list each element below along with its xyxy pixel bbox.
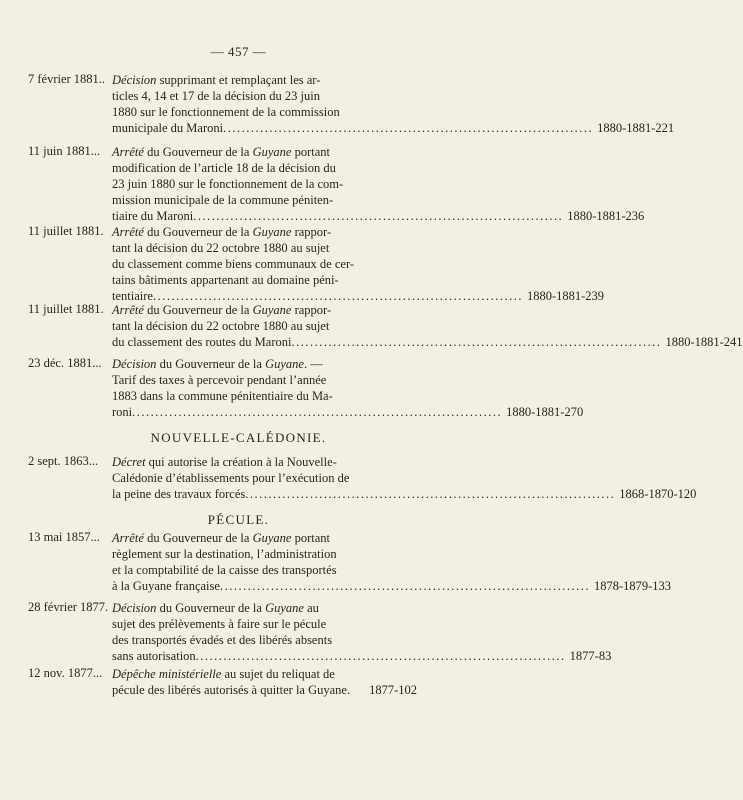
entry-line	[112, 404, 584, 420]
text-segment: portant	[291, 531, 331, 545]
entry-line	[112, 256, 417, 272]
entry-line	[112, 192, 417, 208]
entry-line	[112, 302, 417, 318]
entry-date: 13 mai 1857...	[28, 530, 100, 544]
dot-leader: ................................................................................	[195, 649, 566, 663]
text-segment: roni	[112, 405, 133, 419]
entry-line	[112, 120, 675, 136]
entry-line	[112, 616, 417, 632]
italic-term: Décision	[112, 73, 157, 87]
text-segment: à la Guyane française	[112, 579, 220, 593]
entry-line	[112, 470, 417, 486]
text-segment: et la comptabilité de la caisse des transportés	[112, 563, 337, 577]
entry-text	[112, 72, 675, 136]
entry-date: 11 juillet 1881.	[28, 302, 104, 316]
text-segment: municipale du Maroni	[112, 121, 224, 135]
text-segment: au sujet du reliquat de	[221, 667, 335, 681]
dot-leader: ................................................................................	[219, 579, 590, 593]
text-segment: modification de l’article 18 de la décision du	[112, 161, 336, 175]
reference-number: 1868-1870-120	[619, 487, 697, 501]
italic-term: Décision	[112, 357, 157, 371]
entry-date: 23 déc. 1881...	[28, 356, 102, 370]
entry-line	[112, 648, 612, 664]
text-segment: des transportés évadés et des libérés absents	[112, 633, 333, 647]
entry-date: 11 juin 1881...	[28, 144, 101, 158]
entry-text	[112, 224, 605, 304]
reference-number: 1880-1881-239	[526, 289, 605, 303]
text-segment: tains bâtiments appartenant au domaine péni-	[112, 273, 339, 287]
entry-text	[112, 454, 697, 502]
text-segment: 1883 dans la commune pénitentiaire du Ma-	[112, 389, 333, 403]
italic-term: Guyane	[252, 303, 292, 317]
entry-line	[112, 318, 417, 334]
entry-line	[112, 600, 417, 616]
text-segment: Tarif des taxes à percevoir pendant l’année	[112, 373, 327, 387]
reference-number: 1880-1881-221	[597, 121, 675, 135]
reference-number: 1878-1879-133	[593, 579, 672, 593]
entry-line	[112, 176, 417, 192]
page-number: — 457 —	[210, 44, 267, 59]
entry-line	[112, 88, 417, 104]
dot-leader: ................................................................................	[132, 405, 503, 419]
entry-text	[112, 144, 645, 224]
reference-number: 1880-1881-270	[506, 405, 584, 419]
entry-line	[112, 160, 417, 176]
entry-text	[112, 356, 584, 420]
entry-line	[112, 104, 417, 120]
text-segment: du Gouverneur de la	[156, 601, 266, 615]
entry-line	[112, 632, 417, 648]
reference-number: 1877-83	[569, 649, 612, 663]
text-segment: 23 juin 1880 sur le fonctionnement de la com-	[112, 177, 344, 191]
text-segment: rappor-	[291, 225, 332, 239]
entry-line	[112, 356, 417, 372]
text-segment: rappor-	[291, 303, 332, 317]
entry-line	[112, 546, 417, 562]
reference-number: 1880-1881-236	[567, 209, 645, 223]
entry-line	[112, 454, 417, 470]
reference-number: 1877-102	[369, 683, 417, 697]
text-segment: qui autorise la création à la Nouvelle-	[145, 455, 337, 469]
entry-text	[112, 530, 672, 594]
italic-term: Décret	[112, 455, 146, 469]
italic-term: Guyane	[252, 531, 292, 545]
text-segment: au	[303, 601, 319, 615]
italic-term: Guyane	[252, 225, 292, 239]
text-segment: du classement des routes du Maroni	[112, 335, 292, 349]
text-segment: du classement comme biens communaux de cer-	[112, 257, 355, 271]
section-heading: NOUVELLE-CALÉDONIE.	[150, 430, 327, 445]
entry-text	[112, 666, 417, 698]
entry-line	[112, 334, 743, 350]
entry-line	[112, 372, 417, 388]
entry-line	[112, 562, 417, 578]
italic-term: Arrêté	[112, 531, 144, 545]
dot-leader: ................................................................................	[291, 335, 662, 349]
entry-text	[112, 600, 612, 664]
text-segment: mission municipale de la commune péniten-	[112, 193, 334, 207]
entry-line	[112, 240, 417, 256]
entry-date: 11 juillet 1881.	[28, 224, 104, 238]
text-segment: du Gouverneur de la	[143, 145, 253, 159]
text-segment: tant la décision du 22 octobre 1880 au sujet	[112, 319, 330, 333]
dot-leader: ................................................................................	[245, 487, 616, 501]
text-segment: sujet des prélèvements à faire sur le pécule	[112, 617, 327, 631]
entry-line	[112, 486, 697, 502]
dot-leader: ................................................................................	[223, 121, 594, 135]
italic-term: Arrêté	[112, 145, 144, 159]
entry-date: 28 février 1877.	[28, 600, 109, 614]
text-segment: 1880 sur le fonctionnement de la commission	[112, 105, 340, 119]
text-segment: pécule des libérés autorisés à quitter la Guyane.	[112, 683, 351, 697]
italic-term: Décision	[112, 601, 157, 615]
italic-term: Guyane	[265, 357, 304, 371]
text-segment: Calédonie d’établissements pour l’exécution de	[112, 471, 350, 485]
text-segment: tant la décision du 22 octobre 1880 au sujet	[112, 241, 330, 255]
text-segment: supprimant et remplaçant les ar-	[156, 73, 321, 87]
dot-leader: ................................................................................	[152, 289, 523, 303]
entry-line	[112, 208, 645, 224]
text-segment: règlement sur la destination, l’administration	[112, 547, 337, 561]
entry-text	[112, 302, 743, 350]
text-segment: tiaire du Maroni	[112, 209, 194, 223]
entry-line	[112, 224, 417, 240]
italic-term: Dépêche ministérielle	[112, 667, 222, 681]
italic-term: Arrêté	[112, 225, 144, 239]
text-segment: la peine des travaux forcés	[112, 487, 246, 501]
dot-leader: ................................................................................	[193, 209, 564, 223]
entry-line	[112, 144, 417, 160]
entry-line	[112, 666, 417, 682]
entry-line	[112, 578, 672, 594]
text-segment: . —	[303, 357, 323, 371]
entry-date: 12 nov. 1877...	[28, 666, 103, 680]
text-segment: portant	[291, 145, 331, 159]
text-segment: du Gouverneur de la	[143, 303, 253, 317]
text-segment: ticles 4, 14 et 17 de la décision du 23 juin	[112, 89, 320, 103]
reference-number: 1880-1881-241	[665, 335, 743, 349]
entry-date: 2 sept. 1863...	[28, 454, 99, 468]
entry-line	[112, 72, 417, 88]
italic-term: Arrêté	[112, 303, 144, 317]
entry-line	[112, 682, 417, 698]
text-segment: tentiaire	[112, 289, 153, 303]
entry-line	[112, 530, 417, 546]
entry-line	[112, 272, 417, 288]
text-segment: sans autorisation	[112, 649, 196, 663]
italic-term: Guyane	[265, 601, 304, 615]
entry-date: 7 février 1881..	[28, 72, 106, 86]
text-segment: du Gouverneur de la	[156, 357, 266, 371]
text-segment: du Gouverneur de la	[143, 225, 253, 239]
entry-line	[112, 388, 417, 404]
italic-term: Guyane	[252, 145, 292, 159]
section-heading: PÉCULE.	[207, 512, 270, 527]
text-segment: du Gouverneur de la	[143, 531, 253, 545]
